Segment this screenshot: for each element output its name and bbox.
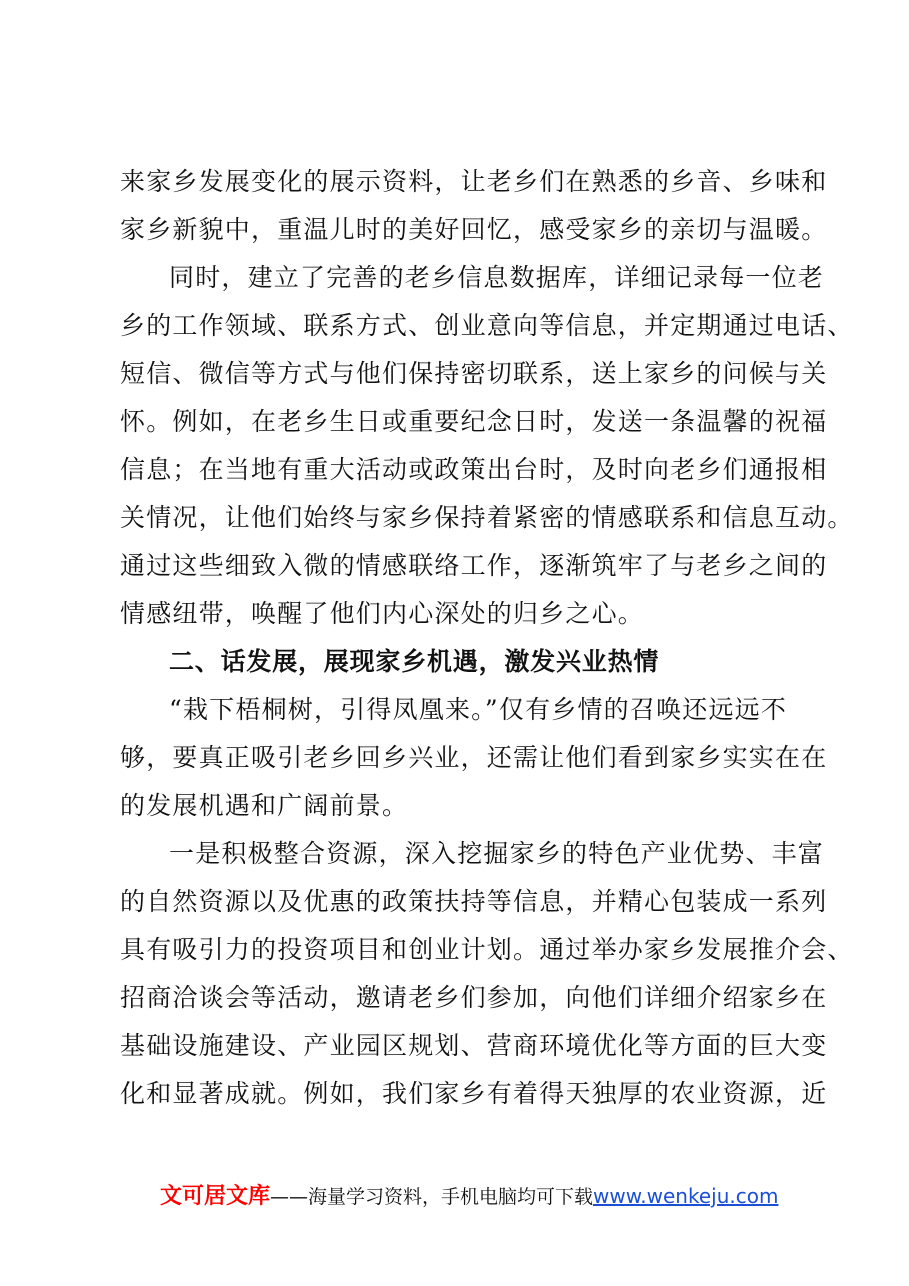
paragraph-line: 的自然资源以及优惠的政策扶持等信息，并精心包装成一系列	[120, 887, 828, 916]
paragraph-line: 够，要真正吸引老乡回乡兴业，还需让他们看到家乡实实在在	[120, 743, 828, 772]
paragraph-line: 化和显著成就。例如，我们家乡有着得天独厚的农业资源，近	[120, 1079, 828, 1108]
footer-tagline: ——海量学习资料，手机电脑均可下载	[270, 1186, 594, 1208]
paragraph-line: 信息；在当地有重大活动或政策出台时，及时向老乡们通报相	[120, 455, 828, 484]
paragraph-line: 怀。例如，在老乡生日或重要纪念日时，发送一条温馨的祝福	[120, 407, 828, 436]
paragraph-line: 具有吸引力的投资项目和创业计划。通过举办家乡发展推介会、	[120, 935, 854, 964]
paragraph-line: 一是积极整合资源，深入挖掘家乡的特色产业优势、丰富	[169, 839, 825, 868]
section-heading: 二、话发展，展现家乡机遇，激发兴业热情	[169, 647, 660, 676]
brand-name: 文可居文库	[160, 1184, 271, 1209]
paragraph-line: “栽下梧桐树，引得凤凰来。”仅有乡情的召唤还远远不	[169, 695, 788, 724]
paragraph-line: 家乡新貌中，重温儿时的美好回忆，感受家乡的亲切与温暖。	[120, 215, 828, 244]
paragraph-line: 短信、微信等方式与他们保持密切联系，送上家乡的问候与关	[120, 359, 828, 388]
website-link[interactable]: www.wenkeju.com	[593, 1184, 779, 1208]
paragraph-line: 通过这些细致入微的情感联络工作，逐渐筑牢了与老乡之间的	[120, 551, 828, 580]
paragraph-line: 基础设施建设、产业园区规划、营商环境优化等方面的巨大变	[120, 1031, 828, 1060]
paragraph-line: 乡的工作领域、联系方式、创业意向等信息，并定期通过电话、	[120, 311, 854, 340]
paragraph-line: 情感纽带，唤醒了他们内心深处的归乡之心。	[120, 599, 645, 628]
paragraph-line: 招商洽谈会等活动，邀请老乡们参加，向他们详细介绍家乡在	[120, 983, 828, 1012]
paragraph-line: 来家乡发展变化的展示资料，让老乡们在熟悉的乡音、乡味和	[120, 167, 828, 196]
paragraph-line: 关情况，让他们始终与家乡保持着紧密的情感联系和信息互动。	[120, 503, 854, 532]
footer-banner	[160, 1183, 778, 1210]
paragraph-line: 同时，建立了完善的老乡信息数据库，详细记录每一位老	[169, 263, 825, 292]
paragraph-line: 的发展机遇和广阔前景。	[120, 791, 409, 820]
